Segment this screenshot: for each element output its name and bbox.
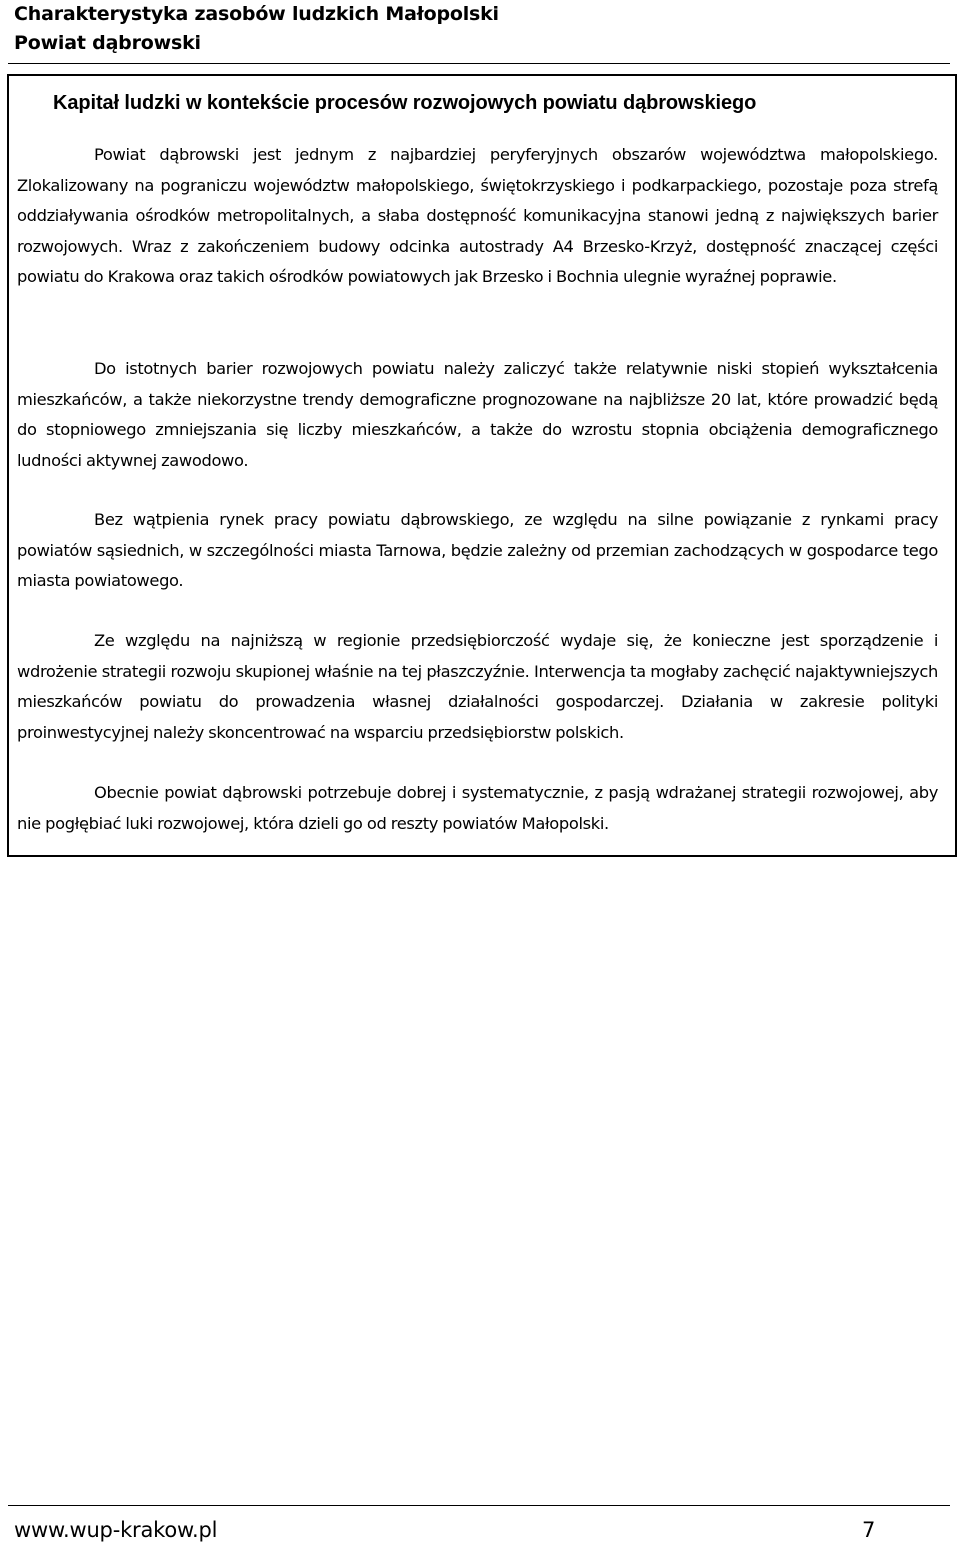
paragraph-3: Bez wątpienia rynek pracy powiatu dąbrowskiego, ze względu na silne powiązanie z rynkami pracy powiatów sąsiednich, w szczególności miasta Tarnowa, będzie zależny od przemian zachodzących w gospodarce tego miasta powiatowego. bbox=[17, 510, 938, 590]
footer-divider bbox=[8, 1505, 950, 1506]
paragraph-4: Ze względu na najniższą w regionie przedsiębiorczość wydaje się, że konieczne jest sporządzenie i wdrożenie strategii rozwoju skupionej właśnie na tej płaszczyźnie. Interwencja ta mogłaby zachęcić najaktywniejszych mieszkańców powiatu do prowadzenia własnej działalności gospodarczej. Działania w zakresie polityki proinwestycyjnej należy skoncentrować na wsparciu przedsiębiorstw polskich. bbox=[17, 631, 938, 742]
header-divider bbox=[8, 63, 950, 64]
document-subtitle: Powiat dąbrowski bbox=[14, 32, 201, 54]
footer-url: www.wup-krakow.pl bbox=[14, 1518, 218, 1542]
paragraph-2: Do istotnych barier rozwojowych powiatu należy zaliczyć także relatywnie niski stopień wykształcenia mieszkańców, a także niekorzystne trendy demograficzne prognozowane na najbliższe 20 lat, które prowadzić będą do stopniowego zmniejszania się liczby mieszkańców, a także do wzrostu stopnia obciążenia demograficznego ludności aktywnej zawodowo. bbox=[17, 359, 938, 470]
paragraph-1: Powiat dąbrowski jest jednym z najbardziej peryferyjnych obszarów województwa małopolskiego. Zlokalizowany na pograniczu województw małopolskiego, świętokrzyskiego i podkarpackiego, pozostaje poza strefą oddziaływania ośrodków metropolitalnych, a słaba dostępność komunikacyjna stanowi jedną z największych barier rozwojowych. Wraz z zakończeniem budowy odcinka autostrady A4 Brzesko-Krzyż, dostępność znaczącej części powiatu do Krakowa oraz takich ośrodków powiatowych jak Brzesko i Bochnia ulegnie wyraźnej poprawie. bbox=[17, 145, 938, 286]
summary-box bbox=[7, 74, 957, 857]
page-number: 7 bbox=[862, 1518, 876, 1542]
document-title: Charakterystyka zasobów ludzkich Małopolski bbox=[14, 3, 499, 25]
page-header bbox=[14, 0, 950, 58]
section-title: Kapitał ludzki w kontekście procesów rozwojowych powiatu dąbrowskiego bbox=[53, 92, 757, 114]
paragraph-5: Obecnie powiat dąbrowski potrzebuje dobrej i systematycznie, z pasją wdrażanej strategii rozwojowej, aby nie pogłębiać luki rozwojowej, która dzieli go od reszty powiatów Małopolski. bbox=[17, 783, 938, 833]
